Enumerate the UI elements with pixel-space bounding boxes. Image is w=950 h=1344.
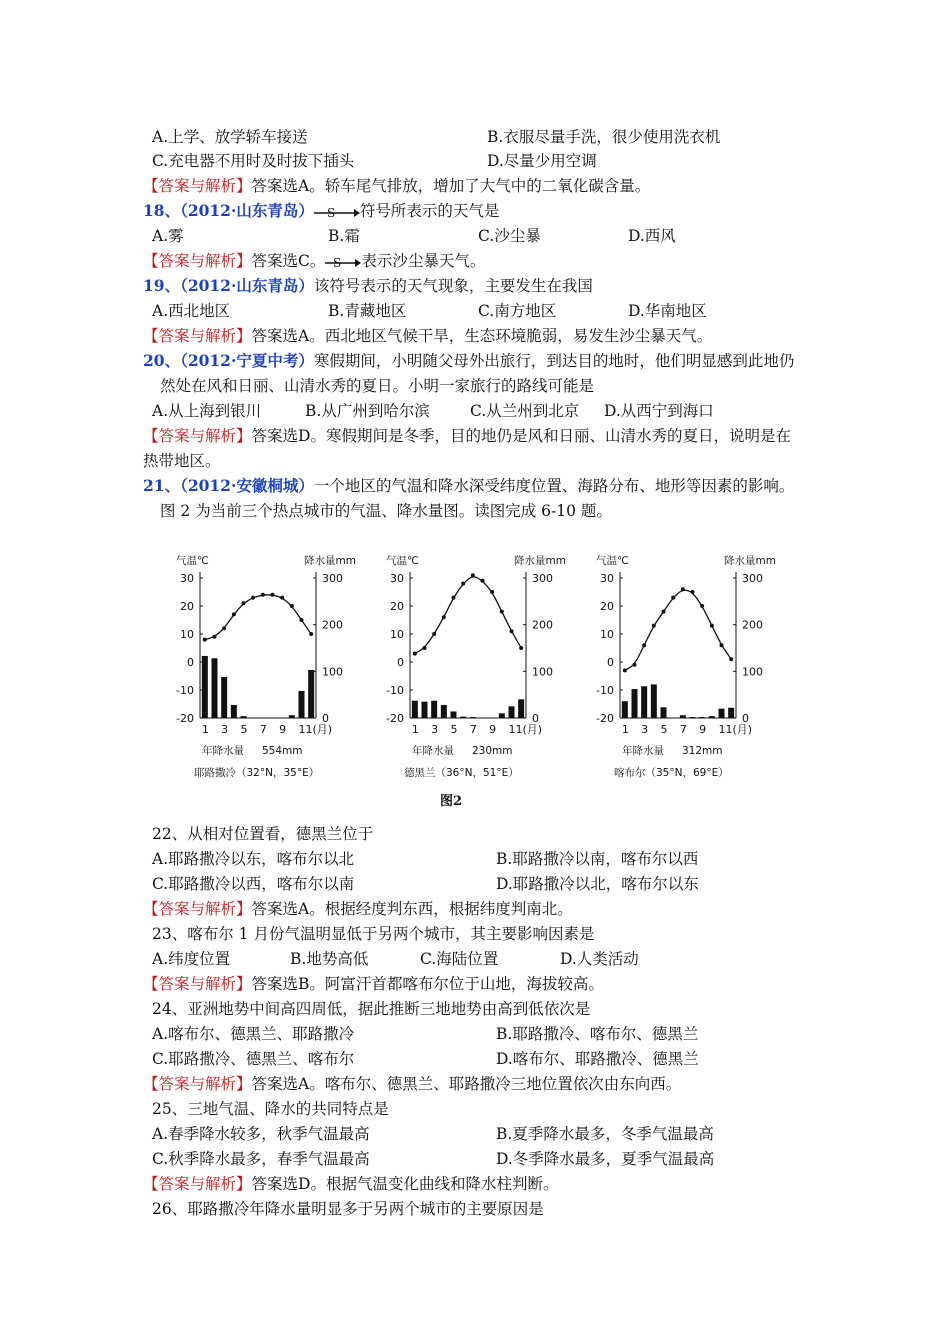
q20-stem	[143, 350, 794, 372]
city-title: 德黑兰（36°N，51°E）	[404, 767, 519, 779]
answer-tag: 【答案与解析】	[143, 1175, 252, 1193]
temperature-point	[309, 632, 313, 636]
answer-text: 答案选B。阿富汗首都喀布尔位于山地，海拔较高。	[251, 975, 604, 993]
precip-bar	[728, 708, 734, 718]
answer-tag: 【答案与解析】	[143, 177, 252, 195]
q22-option-d: D.耶路撒冷以北，喀布尔以东	[496, 875, 699, 893]
precip-bar	[308, 670, 314, 718]
temperature-point	[729, 657, 733, 661]
q25-option-b: B.夏季降水最多，冬季气温最高	[496, 1125, 714, 1143]
temperature-point	[203, 638, 207, 642]
temp-tick-label: 30	[600, 572, 614, 585]
precip-tick-label: 0	[322, 712, 329, 725]
question-number: 19、（2012·山东青岛）	[143, 276, 314, 295]
temperature-point	[633, 663, 637, 667]
answer-tag: 【答案与解析】	[143, 975, 252, 993]
temp-tick-label: 10	[390, 628, 404, 641]
precip-bar	[709, 716, 715, 718]
month-tick-label: 11(月)	[718, 723, 753, 736]
precip-tick-label: 200	[532, 618, 553, 632]
q23-option-d: D.人类活动	[560, 950, 639, 968]
temperature-point	[222, 626, 226, 630]
climate-charts-figure	[160, 552, 780, 812]
q24-stem: 24、亚洲地势中间高四周低，据此推断三地地势由高到低依次是	[152, 1000, 591, 1018]
q18-option-b: B.霜	[328, 227, 360, 245]
question-text: 符号所表示的天气是	[359, 202, 500, 220]
q17-option-b: B.衣服尽量手洗，很少使用洗衣机	[487, 128, 721, 146]
q20-option-c: C.从兰州到北京	[470, 402, 580, 420]
precip-tick-label: 300	[322, 572, 343, 585]
answer-tag: 【答案与解析】	[143, 900, 252, 918]
precip-bar	[470, 717, 476, 718]
annual-precip-value: 312mm	[682, 745, 723, 757]
q24-option-b: B.耶路撒冷、喀布尔、德黑兰	[496, 1025, 699, 1043]
q20-option-a: A.从上海到银川	[152, 402, 262, 420]
q17-option-c: C.充电器不用时及时拔下插头	[152, 152, 355, 170]
answer-tag: 【答案与解析】	[143, 327, 252, 345]
svg-text:S: S	[333, 256, 342, 270]
precip-bar	[241, 716, 247, 718]
climate-chart-svg	[160, 552, 360, 782]
annual-precip-label: 年降水量	[412, 745, 454, 757]
q23-option-b: B.地势高低	[290, 950, 369, 968]
q18-answer	[143, 250, 485, 272]
temp-tick-label: 30	[390, 572, 404, 585]
temperature-curve	[205, 595, 311, 640]
city-title: 耶路撒冷（32°N，35°E）	[194, 767, 320, 779]
temp-tick-label: 30	[180, 572, 194, 585]
temp-tick-label: 0	[607, 656, 614, 669]
temperature-point	[280, 596, 284, 600]
temp-tick-label: 0	[187, 656, 194, 669]
sandstorm-symbol-icon	[314, 204, 360, 220]
temperature-point	[510, 629, 514, 633]
temperature-point	[290, 604, 294, 608]
temperature-point	[251, 596, 255, 600]
precip-bar	[412, 701, 418, 718]
precip-tick-label: 100	[322, 665, 343, 679]
temperature-point	[300, 618, 304, 622]
month-tick-label: 3	[221, 723, 229, 736]
temperature-point	[642, 643, 646, 647]
temp-axis-label: 气温℃	[596, 555, 629, 567]
q25-option-c: C.秋季降水最多，春季气温最高	[152, 1150, 370, 1168]
temperature-point	[652, 624, 656, 628]
precip-bar	[460, 717, 466, 718]
q23-option-c: C.海陆位置	[420, 950, 499, 968]
temperature-point	[623, 668, 627, 672]
annual-precip-label: 年降水量	[622, 745, 664, 757]
precip-bar	[289, 715, 295, 718]
temp-tick-label: -20	[176, 712, 194, 725]
precip-bar	[299, 691, 305, 718]
precip-bar	[632, 689, 638, 718]
q19-stem	[143, 275, 593, 297]
q19-option-b: B.青藏地区	[328, 302, 407, 320]
month-tick-label: 3	[641, 723, 649, 736]
q20-option-b: B.从广州到哈尔滨	[305, 402, 430, 420]
precip-bar	[509, 706, 515, 718]
q20-answer	[143, 425, 791, 447]
question-number: 20、（2012·宁夏中考）	[143, 351, 314, 370]
answer-text: 答案选D。寒假期间是冬季，目的地仍是风和日丽、山清水秀的夏日，说明是在	[251, 427, 791, 445]
precip-bar	[719, 709, 725, 718]
sandstorm-symbol-icon	[325, 254, 361, 270]
temp-axis-label: 气温℃	[386, 555, 419, 567]
answer-text: 表示沙尘暴天气。	[361, 252, 486, 270]
answer-tag: 【答案与解析】	[143, 427, 252, 445]
precip-bar	[212, 658, 218, 718]
q21-stem-cont: 图 2 为当前三个热点城市的气温、降水量图。读图完成 6-10 题。	[160, 502, 612, 520]
temperature-point	[519, 646, 523, 650]
question-number: 18、（2012·山东青岛）	[143, 201, 314, 220]
annual-precip-label: 年降水量	[202, 745, 244, 757]
q18-option-c: C.沙尘暴	[478, 227, 541, 245]
q19-option-c: C.南方地区	[478, 302, 557, 320]
answer-text: 答案选A。西北地区气候干旱，生态环境脆弱，易发生沙尘暴天气。	[251, 327, 713, 345]
temperature-point	[500, 610, 504, 614]
q20-answer-cont: 热带地区。	[143, 452, 221, 470]
answer-text: 答案选D。根据气温变化曲线和降水柱判断。	[251, 1175, 559, 1193]
answer-tag: 【答案与解析】	[143, 1075, 252, 1093]
q25-answer	[143, 1173, 558, 1195]
precip-bar	[441, 705, 447, 718]
q24-answer	[143, 1073, 681, 1095]
temp-tick-label: 0	[397, 656, 404, 669]
precip-bar	[202, 656, 208, 718]
precip-bar	[690, 717, 696, 718]
q24-option-a: A.喀布尔、德黑兰、耶路撒冷	[152, 1025, 355, 1043]
question-text: 寒假期间，小明随父母外出旅行，到达目的地时，他们明显感到此地仍	[313, 352, 795, 370]
answer-text: 答案选C。	[251, 252, 326, 270]
month-tick-label: 9	[279, 723, 287, 736]
answer-text: 答案选A。轿车尾气排放，增加了大气中的二氧化碳含量。	[251, 177, 651, 195]
precip-tick-label: 200	[322, 618, 343, 632]
q24-option-d: D.喀布尔、耶路撒冷、德黑兰	[496, 1050, 699, 1068]
q22-option-c: C.耶路撒冷以西，喀布尔以南	[152, 875, 355, 893]
answer-text: 答案选A。根据经度判东西，根据纬度判南北。	[251, 900, 573, 918]
temperature-curve	[625, 590, 731, 670]
precip-bar	[499, 713, 505, 718]
temperature-point	[271, 593, 275, 597]
q26-stem: 26、耶路撒冷年降水量明显多于另两个城市的主要原因是	[152, 1200, 544, 1218]
precip-bar	[221, 677, 227, 718]
q19-option-d: D.华南地区	[628, 302, 707, 320]
q18-stem	[143, 200, 499, 222]
temperature-point	[261, 593, 265, 597]
month-tick-label: 7	[469, 723, 477, 736]
precip-bar	[622, 701, 628, 718]
month-tick-label: 9	[699, 723, 707, 736]
month-tick-label: 9	[489, 723, 497, 736]
climate-chart-jerusalem	[160, 552, 360, 782]
answer-tag: 【答案与解析】	[143, 252, 252, 270]
temperature-point	[671, 596, 675, 600]
temperature-point	[662, 610, 666, 614]
temperature-point	[490, 590, 494, 594]
figure-caption: 图2	[440, 794, 463, 809]
temperature-point	[481, 579, 485, 583]
precip-tick-label: 100	[742, 665, 763, 679]
climate-chart-svg	[370, 552, 570, 782]
precip-bar	[680, 715, 686, 718]
q25-option-a: A.春季降水较多，秋季气温最高	[152, 1125, 370, 1143]
q22-option-a: A.耶路撒冷以东，喀布尔以北	[152, 850, 355, 868]
q24-option-c: C.耶路撒冷、德黑兰、喀布尔	[152, 1050, 355, 1068]
q22-option-b: B.耶路撒冷以南，喀布尔以西	[496, 850, 699, 868]
temp-tick-label: 20	[600, 600, 614, 613]
temp-tick-label: 10	[600, 628, 614, 641]
temperature-point	[691, 590, 695, 594]
q21-stem	[143, 475, 794, 497]
precip-axis-label: 降水量mm	[514, 555, 566, 567]
temperature-point	[423, 646, 427, 650]
city-title: 喀布尔（35°N，69°E）	[614, 767, 729, 779]
temp-tick-label: 10	[180, 628, 194, 641]
precip-tick-label: 0	[742, 712, 749, 725]
temp-tick-label: 20	[180, 600, 194, 613]
precip-tick-label: 0	[532, 712, 539, 725]
temp-tick-label: -20	[386, 712, 404, 725]
q19-option-a: A.西北地区	[152, 302, 231, 320]
q25-option-d: D.冬季降水最多，夏季气温最高	[496, 1150, 715, 1168]
month-tick-label: 5	[240, 723, 248, 736]
climate-chart-svg	[580, 552, 780, 782]
precip-bar	[451, 711, 457, 718]
q22-stem: 22、从相对位置看，德黑兰位于	[152, 825, 374, 843]
month-tick-label: 11(月)	[508, 723, 543, 736]
temperature-point	[442, 615, 446, 619]
q20-stem-cont: 然处在风和日丽、山清水秀的夏日。小明一家旅行的路线可能是	[160, 377, 595, 395]
annual-precip-value: 230mm	[472, 745, 513, 757]
q17-option-a: A.上学、放学轿车接送	[152, 128, 308, 146]
month-tick-label: 11(月)	[298, 723, 333, 736]
q23-stem: 23、喀布尔 1 月份气温明显低于另两个城市，其主要影响因素是	[152, 925, 595, 943]
annual-precip-value: 554mm	[262, 745, 303, 757]
temp-axis-label: 气温℃	[176, 555, 209, 567]
month-tick-label: 7	[259, 723, 267, 736]
temp-tick-label: -10	[596, 684, 614, 697]
climate-chart-kabul	[580, 552, 780, 782]
month-tick-label: 3	[431, 723, 439, 736]
temperature-point	[413, 652, 417, 656]
answer-text: 答案选A。喀布尔、德黑兰、耶路撒冷三地位置依次由东向西。	[251, 1075, 682, 1093]
temperature-point	[720, 643, 724, 647]
q25-stem: 25、三地气温、降水的共同特点是	[152, 1100, 389, 1118]
temp-tick-label: -10	[176, 684, 194, 697]
svg-text:S: S	[326, 206, 336, 220]
precip-bar	[651, 684, 657, 718]
question-text: 一个地区的气温和降水深受纬度位置、海路分布、地形等因素的影响。	[313, 477, 795, 495]
q18-option-a: A.雾	[152, 227, 184, 245]
month-tick-label: 5	[450, 723, 458, 736]
temperature-point	[213, 635, 217, 639]
temp-tick-label: -20	[596, 712, 614, 725]
precip-bar	[422, 702, 428, 718]
q20-option-d: D.从西宁到海口	[604, 402, 714, 420]
precip-axis-label: 降水量mm	[724, 555, 776, 567]
precip-bar	[431, 701, 437, 718]
month-tick-label: 1	[201, 723, 209, 736]
temperature-point	[681, 587, 685, 591]
precip-bar	[231, 705, 237, 718]
temperature-point	[232, 612, 236, 616]
precip-tick-label: 200	[742, 618, 763, 632]
temperature-curve	[415, 577, 521, 654]
temperature-point	[461, 582, 465, 586]
precip-bar	[641, 686, 647, 718]
temp-tick-label: 20	[390, 600, 404, 613]
month-tick-label: 1	[621, 723, 629, 736]
question-number: 21、（2012·安徽桐城）	[143, 476, 314, 495]
q18-option-d: D.西风	[628, 227, 676, 245]
precip-bar	[661, 707, 667, 718]
temperature-point	[242, 601, 246, 605]
temperature-point	[471, 573, 475, 577]
precip-tick-label: 300	[742, 572, 763, 585]
precip-tick-label: 300	[532, 572, 553, 585]
temperature-point	[432, 632, 436, 636]
q23-answer	[143, 973, 604, 995]
temperature-point	[710, 624, 714, 628]
climate-chart-tehran	[370, 552, 570, 782]
temperature-point	[452, 596, 456, 600]
precip-axis-label: 降水量mm	[304, 555, 356, 567]
q22-answer	[143, 898, 573, 920]
q23-option-a: A.纬度位置	[152, 950, 231, 968]
month-tick-label: 5	[660, 723, 668, 736]
month-tick-label: 1	[411, 723, 419, 736]
temp-tick-label: -10	[386, 684, 404, 697]
question-text: 该符号表示的天气现象，主要发生在我国	[313, 277, 593, 295]
q19-answer	[143, 325, 712, 347]
q17-answer	[143, 175, 650, 197]
precip-tick-label: 100	[532, 665, 553, 679]
temperature-point	[700, 604, 704, 608]
precip-bar	[518, 699, 524, 718]
q17-option-d: D.尽量少用空调	[487, 152, 597, 170]
month-tick-label: 7	[679, 723, 687, 736]
precip-bar	[699, 717, 705, 718]
